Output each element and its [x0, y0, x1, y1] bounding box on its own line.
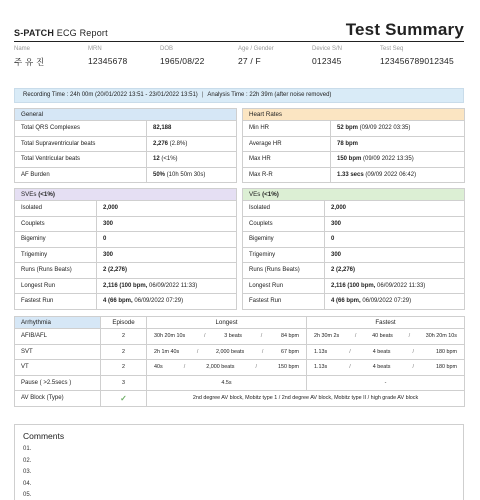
arrhythmia-label: AV Block (Type): [15, 391, 101, 407]
table-row: [15, 391, 465, 407]
table-row: [15, 136, 237, 152]
row-label: Longest Run: [243, 278, 325, 294]
slash-divider: /: [183, 364, 186, 371]
value-main: 300: [331, 220, 342, 227]
heart-rates-title: Heart Rates: [243, 109, 465, 121]
table-row: [243, 152, 465, 168]
patient-dob-label: DOB: [160, 46, 174, 52]
table-row: [243, 294, 465, 310]
slash-divider: /: [354, 333, 357, 340]
episode-count: 2: [101, 360, 147, 376]
table-row: [15, 375, 465, 391]
brand-logo: [14, 28, 108, 38]
slash-divider: /: [408, 333, 411, 340]
row-value: [97, 216, 237, 232]
patient-name-value: 주 유 진: [14, 57, 45, 67]
value-sub: (<1%): [159, 156, 178, 163]
row-value: [325, 216, 465, 232]
patient-name-label: Name: [14, 46, 31, 52]
row-label: Longest Run: [15, 278, 97, 294]
row-value: [325, 201, 465, 217]
fastest-cell: -: [307, 375, 465, 391]
longest-rate: 84 bpm: [280, 333, 299, 340]
patient-mrn-value: 12345678: [88, 56, 128, 66]
fastest-cell: [307, 344, 465, 360]
row-value: [97, 263, 237, 279]
brand-subtitle: ECG Report: [54, 28, 108, 38]
value-sub: 06/09/2022 07:29): [132, 298, 184, 305]
value-sub: 06/09/2022 11:33): [375, 282, 426, 289]
value-sub: (2.8%): [168, 140, 188, 147]
heart-rates-table: [242, 108, 464, 183]
arrhythmia-label: Pause ( >2.5secs ): [15, 375, 101, 391]
table-row: [15, 216, 237, 232]
slash-divider: /: [412, 364, 414, 371]
arrhythmia-header: Arrhythmia: [15, 317, 101, 329]
comment-line: 01.: [23, 446, 32, 452]
episode-cell: [101, 391, 147, 407]
slash-divider: /: [349, 364, 351, 371]
fastest-header: Fastest: [307, 317, 465, 329]
table-row: [243, 167, 465, 183]
row-label: Runs (Runs Beats): [243, 263, 325, 279]
episode-header: Episode: [101, 317, 147, 329]
slash-divider: /: [196, 348, 199, 355]
row-label: Fastest Run: [243, 294, 325, 310]
value-main: 52 bpm: [337, 125, 359, 132]
sves-title: [15, 189, 237, 201]
row-label: Total QRS Complexes: [15, 121, 147, 137]
ves-title-percent: (<1%): [260, 191, 279, 198]
row-value: [325, 263, 465, 279]
report-header: [14, 18, 464, 42]
row-value: [331, 136, 465, 152]
patient-dob: [160, 46, 205, 66]
value-main: 2,000: [331, 205, 347, 212]
patient-mrn: [88, 46, 127, 66]
table-row: [243, 247, 465, 263]
longest-cell: [147, 344, 307, 360]
sves-title-text: SVEs: [21, 191, 37, 198]
row-value: [147, 121, 237, 137]
comments-box[interactable]: [14, 424, 464, 500]
longest-duration: 40s: [154, 364, 163, 371]
longest-beats: 2,000 beats: [206, 364, 235, 371]
fastest-rate: 180 bpm: [436, 364, 457, 371]
row-value: [331, 121, 465, 137]
check-icon: ✓: [120, 393, 127, 403]
row-value: [147, 136, 237, 152]
patient-age-gender-value: 27 / F: [238, 56, 261, 66]
episode-count: 2: [101, 344, 147, 360]
ves-table: [242, 188, 464, 310]
row-value: [147, 167, 237, 183]
row-label: Isolated: [243, 201, 325, 217]
value-sub: (10h 50m 30s): [165, 171, 206, 178]
row-label: Average HR: [243, 136, 331, 152]
value-main: 300: [103, 251, 114, 258]
page-title: Test Summary: [345, 20, 464, 39]
fastest-beats: 4 beats: [372, 348, 391, 355]
fastest-duration: 2h 30m 2s: [314, 333, 340, 340]
table-row: [15, 167, 237, 183]
ves-title-text: VEs: [249, 191, 261, 198]
table-row: [15, 329, 465, 345]
test-seq-value: 123456789012345: [380, 56, 454, 66]
table-row: [15, 278, 237, 294]
arrhythmia-label: SVT: [15, 344, 101, 360]
row-label: Max HR: [243, 152, 331, 168]
row-value: [331, 152, 465, 168]
longest-beats: 2,000 beats: [215, 348, 245, 355]
row-value: [97, 294, 237, 310]
patient-mrn-label: MRN: [88, 46, 102, 52]
value-main: 300: [103, 220, 114, 227]
recording-time: Recording Time : 24h 00m (20/01/2022 13:51 - 23/01/2022 13:51): [23, 92, 198, 98]
comments-title: Comments: [23, 431, 65, 441]
value-sub: (09/09 2022 13:35): [361, 156, 414, 163]
sves-title-percent: (<1%): [36, 191, 55, 198]
fastest-cell: [307, 360, 465, 376]
row-value: [97, 247, 237, 263]
value-main: 2 (2,276): [103, 267, 128, 274]
arrhythmia-label: AFIB/AFL: [15, 329, 101, 345]
value-main: 78 bpm: [337, 140, 359, 147]
value-main: 2,116 (100 bpm,: [331, 282, 376, 289]
row-label: Bigeminy: [243, 232, 325, 248]
table-row: [15, 360, 465, 376]
row-label: Min HR: [243, 121, 331, 137]
fastest-duration: 1.13s: [314, 364, 328, 371]
row-value: [97, 232, 237, 248]
fastest-beats: 40 beats: [372, 333, 393, 340]
row-value: [325, 294, 465, 310]
episode-count: 3: [101, 375, 147, 391]
longest-rate: 67 bpm: [280, 348, 299, 355]
test-seq: [380, 46, 454, 66]
table-row: [243, 263, 465, 279]
value-main: 300: [331, 251, 342, 258]
row-label: Isolated: [15, 201, 97, 217]
value-main: 0: [103, 236, 107, 243]
table-row: [15, 201, 237, 217]
patient-age-gender-label: Age / Gender: [238, 46, 274, 52]
fastest-rate: 30h 20m 10s: [425, 333, 457, 340]
comment-line: 02.: [23, 457, 32, 464]
fastest-rate: 180 bpm: [436, 348, 457, 355]
row-label: Total Ventricular beats: [15, 152, 147, 168]
row-label: Bigeminy: [15, 232, 97, 248]
row-label: Trigeminy: [243, 247, 325, 263]
value-main: 4 (66 bpm,: [331, 298, 361, 305]
value-main: 2,276: [153, 140, 169, 147]
table-row: [243, 201, 465, 217]
general-title: General: [15, 109, 237, 121]
fastest-beats: 4 beats: [372, 364, 391, 371]
longest-rate: 150 bpm: [278, 364, 299, 371]
table-row: [15, 121, 237, 137]
row-label: AF Burden: [15, 167, 147, 183]
row-label: Runs (Runs Beats): [15, 263, 97, 279]
row-label: Couplets: [243, 216, 325, 232]
row-label: Trigeminy: [15, 247, 97, 263]
general-table: [14, 108, 236, 183]
value-main: 12: [153, 156, 160, 163]
longest-header: Longest: [147, 317, 307, 329]
row-value: [325, 232, 465, 248]
fastest-cell: [307, 329, 465, 345]
comment-line: 03.: [23, 469, 32, 475]
longest-cell: [147, 360, 307, 376]
table-row: [15, 232, 237, 248]
table-row: [243, 232, 465, 248]
device-sn-value: 012345: [312, 56, 342, 66]
table-row: [15, 263, 237, 279]
patient-name: [14, 46, 44, 68]
device-sn: [312, 46, 342, 66]
row-label: Total Supraventricular beats: [15, 136, 147, 152]
longest-duration: 2h 1m 40s: [154, 348, 180, 355]
analysis-time: Analysis Time : 22h 39m (after noise removed): [207, 92, 332, 98]
av-block-detail: 2nd degree AV block, Mobitz type 1 / 2nd degree AV block, Mobitz type II / high grade AV block: [147, 391, 465, 407]
table-row: [15, 344, 465, 360]
comment-line: 05.: [23, 492, 32, 498]
row-value: [331, 167, 465, 183]
row-value: [325, 247, 465, 263]
table-row: [15, 247, 237, 263]
patient-info: [14, 46, 464, 76]
longest-cell: [147, 329, 307, 345]
episode-count: 2: [101, 329, 147, 345]
fastest-duration: 1.13s: [314, 348, 328, 355]
value-sub: 06/09/2022 07:29): [360, 298, 412, 305]
slash-divider: /: [349, 348, 351, 355]
value-main: 150 bpm: [337, 156, 362, 163]
value-sub: (09/09 2022 06:42): [363, 171, 417, 178]
sves-table: [14, 188, 236, 310]
row-value: [147, 152, 237, 168]
report-page: [10, 10, 468, 500]
value-main: 4 (66 bpm,: [103, 298, 133, 305]
value-sub: 06/09/2022 11:33): [147, 282, 198, 289]
slash-divider: /: [261, 348, 264, 355]
table-row: [243, 216, 465, 232]
test-seq-label: Test Seq: [380, 46, 404, 52]
row-label: Fastest Run: [15, 294, 97, 310]
slash-divider: /: [412, 348, 414, 355]
slash-divider: /: [260, 333, 263, 340]
recording-time-bar: [14, 88, 464, 103]
ves-title: [243, 189, 465, 201]
table-row: [15, 152, 237, 168]
longest-cell: 4.5s: [147, 375, 307, 391]
value-main: 50%: [153, 171, 166, 178]
value-main: 0: [331, 236, 335, 243]
comment-line: 04.: [23, 480, 32, 487]
brand-name: S-PATCH: [14, 28, 55, 38]
row-label: Couplets: [15, 216, 97, 232]
value-main: 2,116 (100 bpm,: [103, 282, 148, 289]
row-value: [97, 278, 237, 294]
longest-duration: 30h 20m 10s: [154, 333, 186, 340]
patient-age-gender: [238, 46, 274, 66]
recording-separator: |: [201, 92, 204, 98]
slash-divider: /: [255, 364, 257, 371]
value-main: 1.33 secs: [337, 171, 364, 178]
table-row: [243, 121, 465, 137]
arrhythmia-label: VT: [15, 360, 101, 376]
device-sn-label: Device S/N: [312, 46, 343, 52]
value-main: 82,188: [153, 125, 172, 132]
row-label: Max R-R: [243, 167, 331, 183]
slash-divider: /: [203, 333, 206, 340]
longest-beats: 3 beats: [224, 333, 242, 340]
table-row: [243, 278, 465, 294]
value-sub: (09/09 2022 03:35): [358, 125, 411, 132]
value-main: 2,000: [103, 205, 119, 212]
table-row: [15, 294, 237, 310]
row-value: [325, 278, 465, 294]
patient-dob-value: 1965/08/22: [160, 56, 205, 66]
arrhythmia-table: [14, 316, 464, 407]
value-main: 2 (2,276): [331, 267, 356, 274]
row-value: [97, 201, 237, 217]
table-row: [243, 136, 465, 152]
